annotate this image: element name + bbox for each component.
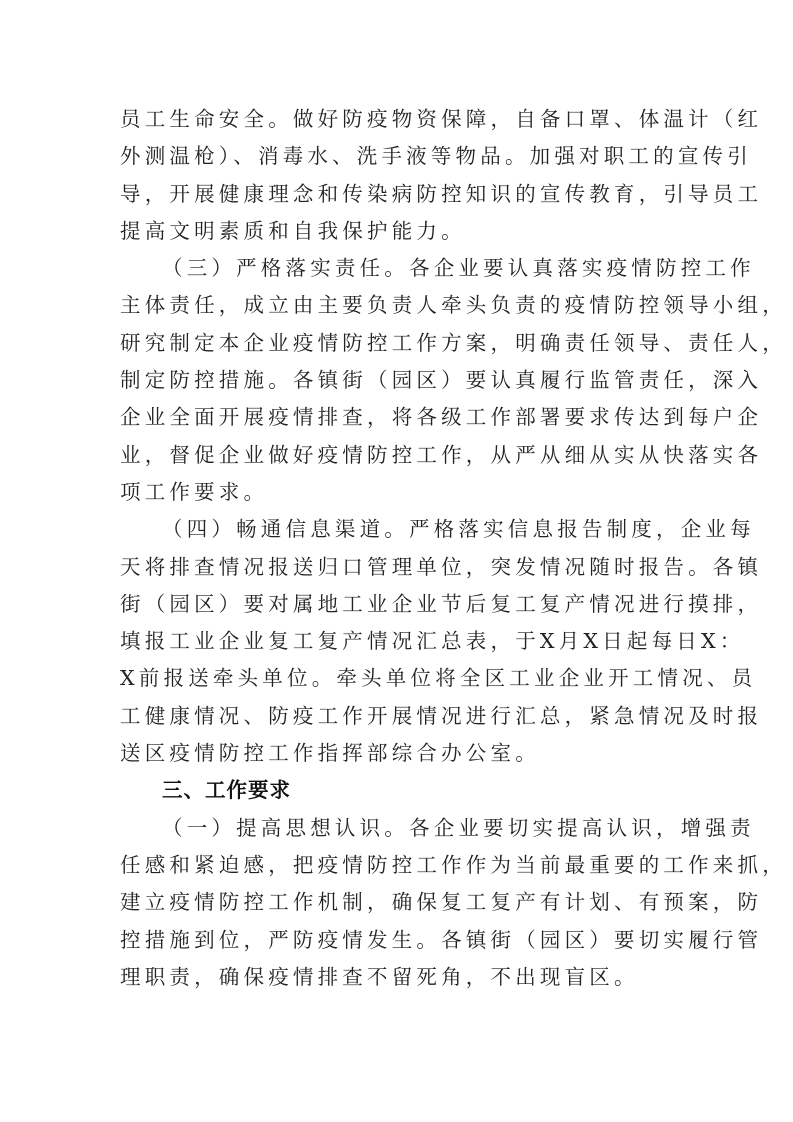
text-line: 制定防控措施。各镇街（园区）要认真履行监管责任，深入: [120, 368, 763, 393]
text-line: 研究制定本企业疫情防控工作方案，明确责任领导、责任人，: [120, 330, 787, 355]
paragraph-information-channel: [120, 511, 763, 772]
text-line: X前报送牵头单位。牵头单位将全区工业企业开工情况、员: [120, 666, 757, 691]
text-line: 控措施到位，严防疫情发生。各镇街（园区）要切实履行管: [120, 927, 763, 952]
subsection-first-line: （四）畅通信息渠道。严格落实信息报告制度，企业每: [162, 517, 755, 542]
text-line: 工健康情况、防疫工作开展情况进行汇总，紧急情况及时报: [120, 703, 763, 728]
text-line: 天将排查情况报送归口管理单位，突发情况随时报告。各镇: [120, 554, 763, 579]
text-line: 街（园区）要对属地工业企业节后复工复产情况进行摸排，: [120, 591, 763, 616]
section-heading-work-requirements: [120, 772, 686, 809]
text-line: 业，督促企业做好疫情防控工作，从严从细从实从快落实各: [120, 442, 763, 467]
text-line: 提高文明素质和自我保护能力。: [120, 218, 466, 243]
paragraph-continuation: [120, 101, 763, 250]
text-line: 外测温枪）、消毒水、洗手液等物品。加强对职工的宣传引: [120, 144, 752, 169]
text-line: 任感和紧迫感，把疫情防控工作作为当前最重要的工作来抓，: [120, 852, 787, 877]
document-body: [120, 101, 787, 996]
text-line: 填报工业企业复工复产情况汇总表，于X月X日起每日X：: [120, 629, 745, 654]
subsection-first-line: （三）严格落实责任。各企业要认真落实疫情防控工作: [162, 256, 755, 281]
paragraph-raise-awareness: [120, 810, 787, 996]
text-line: 项工作要求。: [120, 479, 269, 504]
text-line: 导，开展健康理念和传染病防控知识的宣传教育，引导员工: [120, 181, 763, 206]
subsection-first-line: （一）提高思想认识。各企业要切实提高认识，增强责: [162, 815, 755, 840]
text-line: 主体责任，成立由主要负责人牵头负责的疫情防控领导小组，: [120, 293, 787, 318]
text-line: 理职责，确保疫情排查不留死角，不出现盲区。: [120, 964, 639, 989]
text-line: 建立疫情防控工作机制，确保复工复产有计划、有预案，防: [120, 890, 763, 915]
text-line: 企业全面开展疫情排查，将各级工作部署要求传达到每户企: [120, 405, 763, 430]
section-heading: 三、工作要求: [162, 778, 291, 803]
text-line: 送区疫情防控工作指挥部综合办公室。: [120, 741, 540, 766]
paragraph-responsibility: [120, 250, 787, 511]
text-line: 员工生命安全。做好防疫物资保障，自备口罩、体温计（红: [120, 107, 763, 131]
